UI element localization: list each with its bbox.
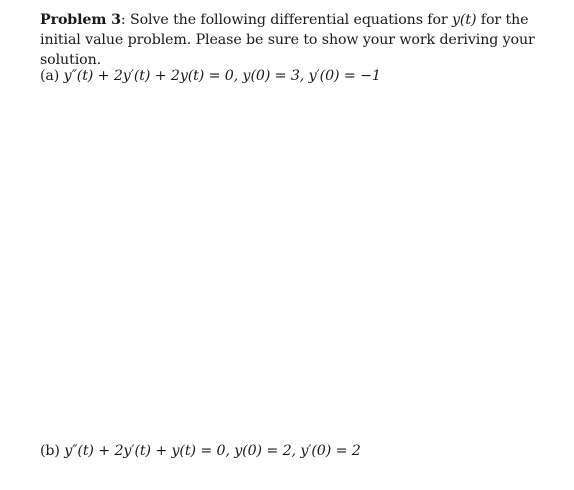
part-a-equation: y″(t) + 2y′(t) + 2y(t) = 0, y(0) = 3, y′(0) = −1: [63, 68, 381, 84]
part-a: [40, 66, 381, 86]
part-b-equation: y″(t) + 2y′(t) + y(t) = 0, y(0) = 2, y′(0) = 2: [64, 443, 361, 459]
problem-text-start: : Solve the following differential equations for: [120, 12, 452, 28]
problem-label: Problem 3: [40, 12, 121, 28]
problem-text-end: for the initial value problem. Please be sure to show your work deriving your solution.: [40, 12, 535, 68]
problem-statement: [40, 10, 550, 70]
problem-function: y(t): [452, 12, 477, 28]
part-b-tag: (b): [40, 443, 60, 459]
part-b: [40, 441, 361, 461]
part-a-tag: (a): [40, 68, 60, 84]
